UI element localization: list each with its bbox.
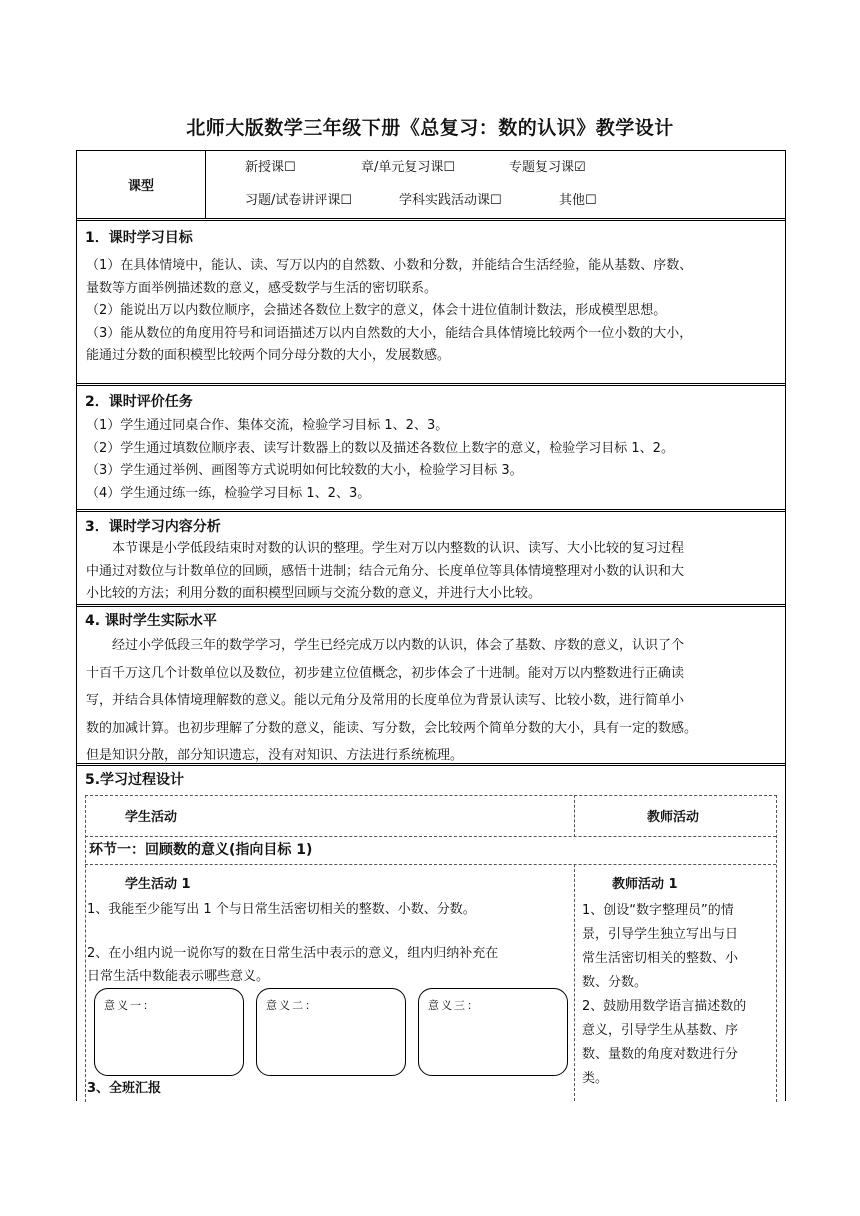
teacher-activity-1-title: 教师活动 1 [612, 877, 678, 892]
lesson-type-practice: 学科实践活动课☐ [399, 193, 502, 208]
meaning-box-2[interactable] [256, 988, 406, 1076]
class-report: 3、全班汇报 [87, 1081, 162, 1096]
evaluation-title: 2．课时评价任务 [85, 394, 193, 410]
student-item-1: 1、我能至少能写出 1 个与日常生活密切相关的整数、小数、分数。 [87, 902, 476, 917]
teacher-activity-header: 教师活动 [647, 810, 700, 825]
lesson-type-divider [205, 151, 206, 219]
document-title: 北师大版数学三年级下册《总复习：数的认识》教学设计 [186, 117, 674, 139]
column-divider [574, 864, 575, 1101]
teacher-item-line: 类。 [582, 1071, 609, 1086]
meaning-box-3[interactable] [418, 988, 568, 1076]
student-activity-header: 学生活动 [125, 810, 178, 825]
goals-line: （3）能从数位的角度用符号和词语描述万以内自然数的大小，能结合具体情境比较两个一位小数的大小， [86, 325, 693, 341]
teacher-items [582, 899, 772, 1091]
row-divider [77, 383, 785, 386]
process-title: 5.学习过程设计 [85, 772, 185, 788]
student-activity-1-title: 学生活动 1 [125, 877, 191, 892]
content-line: 中通过对数位与计数单位的回顾，感悟十进制；结合元角分、长度单位等具体情境整理对小数的认识和大 [86, 563, 685, 579]
evaluation-line: （4）学生通过练一练，检验学习目标 1、2、3。 [86, 485, 371, 501]
evaluation-line: （3）学生通过举例、画图等方式说明如何比较数的大小，检验学习目标 3。 [86, 463, 523, 478]
stage1-title: 环节一：回顾数的意义(指向目标 1) [89, 842, 313, 858]
lesson-type-new: 新授课☐ [245, 160, 296, 175]
level-line: 写，并结合具体情境理解数的意义。能以元角分及常用的长度单位为背景认读写、比较小数，进行简单小 [86, 693, 685, 708]
meaning-box-label: 意义三： [428, 999, 480, 1012]
row-divider [77, 218, 785, 221]
evaluation-body [86, 415, 776, 505]
level-title: 4. 课时学生实际水平 [85, 613, 217, 629]
lesson-type-exercise: 习题/试卷讲评课☐ [245, 193, 353, 208]
teacher-item-line: 常生活密切相关的整数、小 [582, 951, 739, 966]
teacher-item-line: 1、创设“数字整理员”的情 [582, 903, 734, 918]
student-item-2-cont: 日常生活中数能表示哪些意义。 [87, 969, 270, 984]
evaluation-line: （1）学生通过同桌合作、集体交流，检验学习目标 1、2、3。 [86, 418, 449, 433]
row-divider [85, 864, 776, 865]
level-line: 数的加减计算。也初步理解了分数的意义，能读、写分数，会比较两个简单分数的大小，具有一定的数感。 [86, 720, 698, 736]
level-line: 十百千万这几个计数单位以及数位，初步建立位值概念，初步体会了十进制。能对万以内整数进行正确读 [86, 665, 685, 681]
goals-line: （2）能说出万以内数位顺序，会描述各数位上数字的意义，体会十进位值制计数法，形成模型思想。 [86, 303, 667, 318]
level-line: 但是知识分散，部分知识遗忘，没有对知识、方法进行系统梳理。 [86, 748, 464, 763]
teacher-item-line: 2、鼓励用数学语言描述数的 [582, 999, 747, 1014]
teacher-item-line: 意义，引导学生从基数、序 [582, 1023, 739, 1038]
teacher-item-line: 数、量数的角度对数进行分 [582, 1047, 739, 1062]
column-divider [574, 795, 575, 837]
row-divider [77, 763, 785, 766]
lesson-plan-table [76, 150, 786, 1101]
goals-body [86, 255, 776, 368]
lesson-type-unit-review: 章/单元复习课☐ [361, 160, 456, 175]
evaluation-line: （2）学生通过填数位顺序表、读写计数器上的数以及描述各数位上数字的意义，检验学习目标 1、2。 [86, 440, 674, 456]
student-item-2: 2、在小组内说一说你写的数在日常生活中表示的意义，组内归纳补充在 [87, 946, 499, 961]
teacher-item-line: 数、分数。 [582, 975, 648, 990]
level-body [86, 632, 776, 770]
content-line: 小比较的方法；利用分数的面积模型回顾与交流分数的意义，并进行大小比较。 [86, 586, 542, 601]
goals-line: （1）在具体情境中，能认、读、写万以内的自然数、小数和分数，并能结合生活经验，能从基数、序数、 [86, 258, 693, 273]
level-line: 经过小学低段三年的数学学习，学生已经完成万以内数的认识，体会了基数、序数的意义，认识了个 [112, 638, 685, 653]
lesson-type-other: 其他☐ [559, 193, 597, 208]
row-divider [85, 836, 776, 837]
content-line: 本节课是小学低段结束时对数的认识的整理。学生对万以内整数的认识、读写、大小比较的复习过程 [112, 541, 685, 556]
goals-line: 能通过分数的面积模型比较两个同分母分数的大小，发展数感。 [86, 348, 451, 363]
teacher-item-line: 景，引导学生独立写出与日 [582, 927, 739, 942]
meaning-box-label: 意义二： [266, 999, 318, 1012]
content-body [86, 538, 776, 606]
row-divider [77, 604, 785, 607]
row-divider [77, 509, 785, 512]
goals-title: 1．课时学习目标 [85, 230, 193, 246]
goals-line: 量数等方面举例描述数的意义，感受数学与生活的密切联系。 [86, 280, 438, 296]
content-title: 3．课时学习内容分析 [85, 519, 221, 535]
meaning-box-1[interactable] [94, 988, 244, 1076]
meaning-box-label: 意义一： [104, 999, 156, 1012]
lesson-type-label: 课型 [127, 179, 154, 194]
lesson-type-topic-review: 专题复习课☑ [509, 160, 586, 175]
